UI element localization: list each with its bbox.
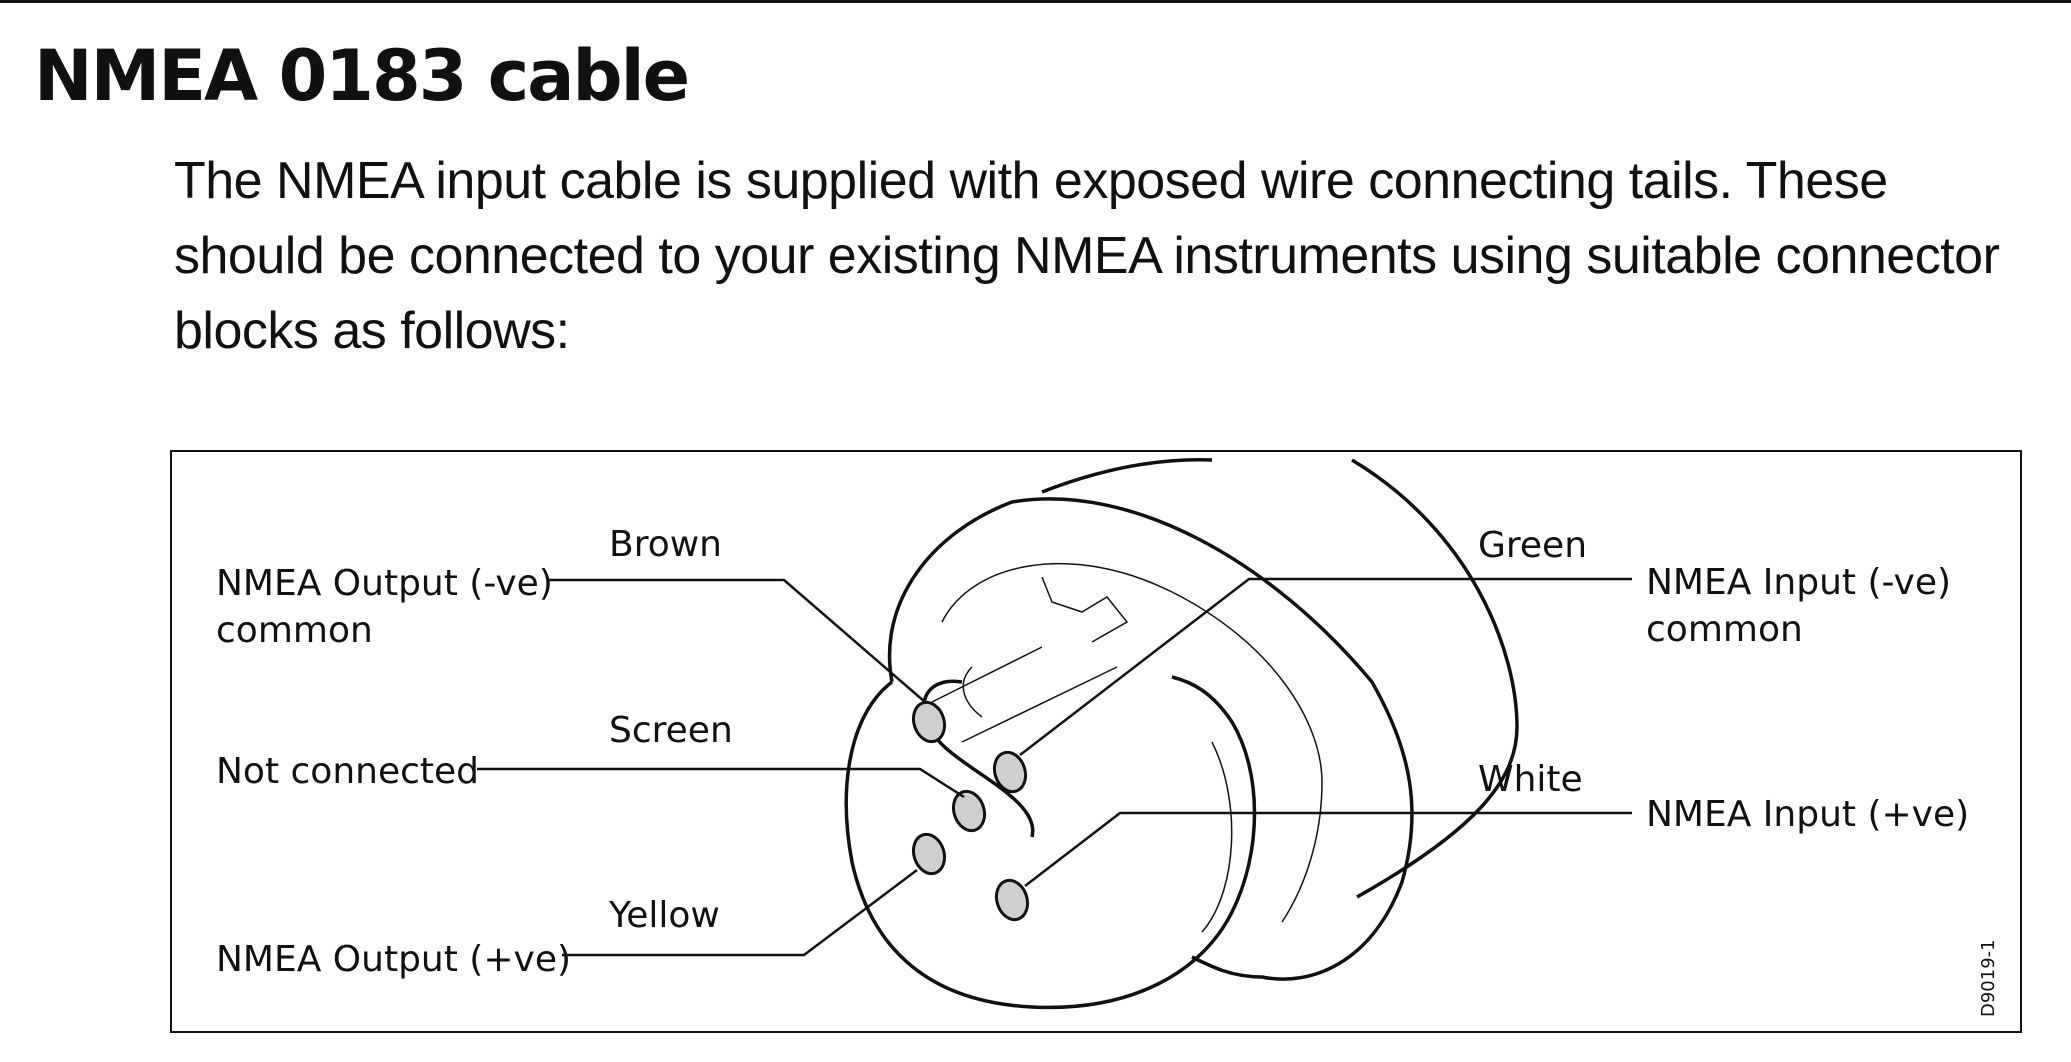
connector-illustration	[846, 460, 1517, 1008]
pin-screen	[949, 787, 990, 834]
label-not-connected: Not connected	[216, 751, 480, 792]
label-nmea-input-neg-common: common	[1646, 609, 1803, 650]
pin-green	[990, 748, 1031, 795]
face-inner-ring	[1202, 742, 1232, 932]
label-nmea-output-pos: NMEA Output (+ve)	[216, 939, 572, 980]
leader-white	[1025, 813, 1632, 886]
wire-label-brown: Brown	[609, 524, 722, 565]
cable-outline	[1042, 460, 1212, 492]
pin-brown	[909, 698, 950, 745]
label-nmea-input-neg: NMEA Input (-ve)	[1646, 562, 1952, 603]
leader-green	[1020, 579, 1632, 755]
leader-brown	[547, 580, 925, 702]
key-slot	[1042, 577, 1127, 642]
face-slot	[932, 647, 1117, 742]
page-title: NMEA 0183 cable	[34, 35, 689, 117]
label-nmea-output-neg: NMEA Output (-ve)	[216, 563, 553, 604]
intro-paragraph: The NMEA input cable is supplied with exposed wire connecting tails. These should be connected to your existing NMEA instruments using suitable connector blocks as follows:	[174, 152, 2000, 360]
label-nmea-input-pos: NMEA Input (+ve)	[1646, 794, 1970, 835]
label-nmea-output-neg-common: common	[216, 610, 373, 651]
collar-inner-contour	[942, 564, 1322, 922]
wire-label-screen: Screen	[609, 710, 733, 751]
top-rule	[0, 0, 2071, 3]
wire-label-yellow: Yellow	[609, 895, 720, 936]
leader-screen	[477, 769, 964, 797]
connector-diagram-svg	[172, 452, 2020, 1031]
connector-diagram	[170, 450, 2022, 1033]
figure-id: D9019-1	[1978, 939, 1999, 1017]
wire-label-green: Green	[1478, 525, 1588, 566]
wire-label-white: White	[1478, 759, 1583, 800]
